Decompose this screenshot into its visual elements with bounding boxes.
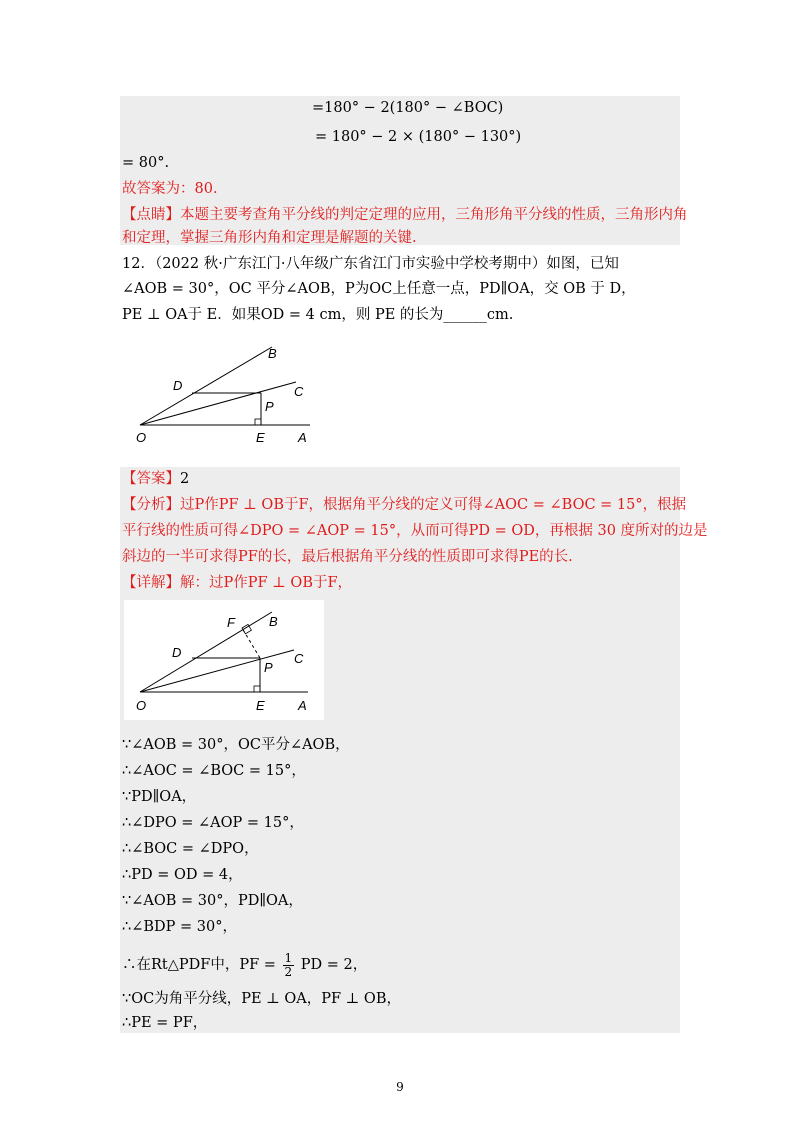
detail-tag: 【详解】 — [122, 575, 180, 591]
final-step-1: ∵OC为角平分线，PE ⊥ OA，PF ⊥ OB， — [122, 991, 401, 1007]
analysis-line-1 — [122, 495, 686, 515]
label-A: A — [298, 430, 307, 445]
rt-step-suffix: PD = 2， — [300, 957, 368, 973]
label-E: E — [256, 430, 265, 445]
analysis-line-3: 斜边的一半可求得PF的长，最后根据角平分线的性质即可求得PE的长. — [122, 549, 573, 565]
label-O: O — [136, 698, 147, 713]
step-6: ∴PD = OD = 4， — [122, 867, 243, 883]
detail-intro: 解：过P作PF ⊥ OB于F， — [180, 575, 353, 591]
final-step-2: ∴PE = PF， — [122, 1015, 208, 1031]
question-12-line-3: PE ⊥ OA于 E．如果OD = 4 cm，则 PE 的长为______cm. — [122, 307, 514, 323]
label-C: C — [294, 384, 304, 399]
step-3: ∵PD∥OA， — [122, 789, 197, 805]
rt-step — [122, 950, 367, 980]
step-5: ∴∠BOC = ∠DPO， — [122, 841, 259, 857]
figure-2 — [124, 600, 324, 720]
analysis-tag: 【分析】 — [122, 497, 180, 513]
comment-tag: 【点睛】 — [122, 207, 180, 223]
result-line: = 80°. — [122, 155, 170, 171]
label-P: P — [265, 399, 274, 414]
comment-line-1 — [122, 205, 688, 225]
label-B: B — [268, 346, 277, 361]
equation-line-2: = 180° − 2 × (180° − 130°) — [315, 129, 522, 145]
detail-line — [122, 573, 352, 593]
label-C: C — [294, 651, 304, 666]
step-4: ∴∠DPO = ∠AOP = 15°， — [122, 815, 304, 831]
fraction-one-half — [283, 952, 295, 979]
step-8: ∴∠BDP = 30°， — [122, 919, 237, 935]
equation-line-1: =180° − 2(180° − ∠BOC) — [312, 100, 504, 116]
label-D: D — [173, 378, 183, 393]
question-12-line-2: ∠AOB = 30°，OC 平分∠AOB，P为OC上任意一点，PD∥OA，交 OB 于 D， — [122, 281, 636, 297]
comment-text-1: 本题主要考查角平分线的判定定理的应用，三角形角平分线的性质，三角形内角 — [180, 207, 688, 223]
fraction-numerator: 1 — [284, 950, 293, 965]
fraction-denominator: 2 — [284, 964, 293, 979]
analysis-text-1: 过P作PF ⊥ OB于F，根据角平分线的定义可得∠AOC = ∠BOC = 15°，根据 — [180, 497, 687, 513]
answer-row — [122, 469, 189, 489]
label-B: B — [269, 614, 278, 629]
comment-line-2: 和定理，掌握三角形内角和定理是解题的关键. — [122, 230, 417, 246]
rt-step-prefix: ∴在Rt△PDF中，PF = — [122, 957, 276, 973]
figure-1 — [128, 338, 324, 450]
step-1: ∵∠AOB = 30°，OC平分∠AOB， — [122, 737, 350, 753]
answer-value: 2 — [180, 471, 190, 487]
figure-2-svg — [124, 600, 324, 720]
step-2: ∴∠AOC = ∠BOC = 15°， — [122, 763, 306, 779]
figure-1-svg — [128, 338, 324, 450]
answer-line: 故答案为：80. — [122, 181, 218, 197]
answer-tag: 【答案】 — [122, 471, 180, 487]
label-F: F — [227, 615, 235, 630]
label-O: O — [136, 430, 147, 445]
step-7: ∵∠AOB = 30°，PD∥OA， — [122, 893, 303, 909]
page-number: 9 — [396, 1080, 404, 1094]
analysis-line-2: 平行线的性质可得∠DPO = ∠AOP = 15°，从而可得PD = OD，再根据 30 度所对的边是 — [122, 523, 708, 539]
question-12-line-1: 12．（2022 秋·广东江门·八年级广东省江门市实验中学校考期中）如图，已知 — [122, 256, 619, 272]
label-D: D — [172, 645, 182, 660]
label-A: A — [298, 698, 307, 713]
label-P: P — [264, 660, 273, 675]
label-E: E — [256, 698, 265, 713]
